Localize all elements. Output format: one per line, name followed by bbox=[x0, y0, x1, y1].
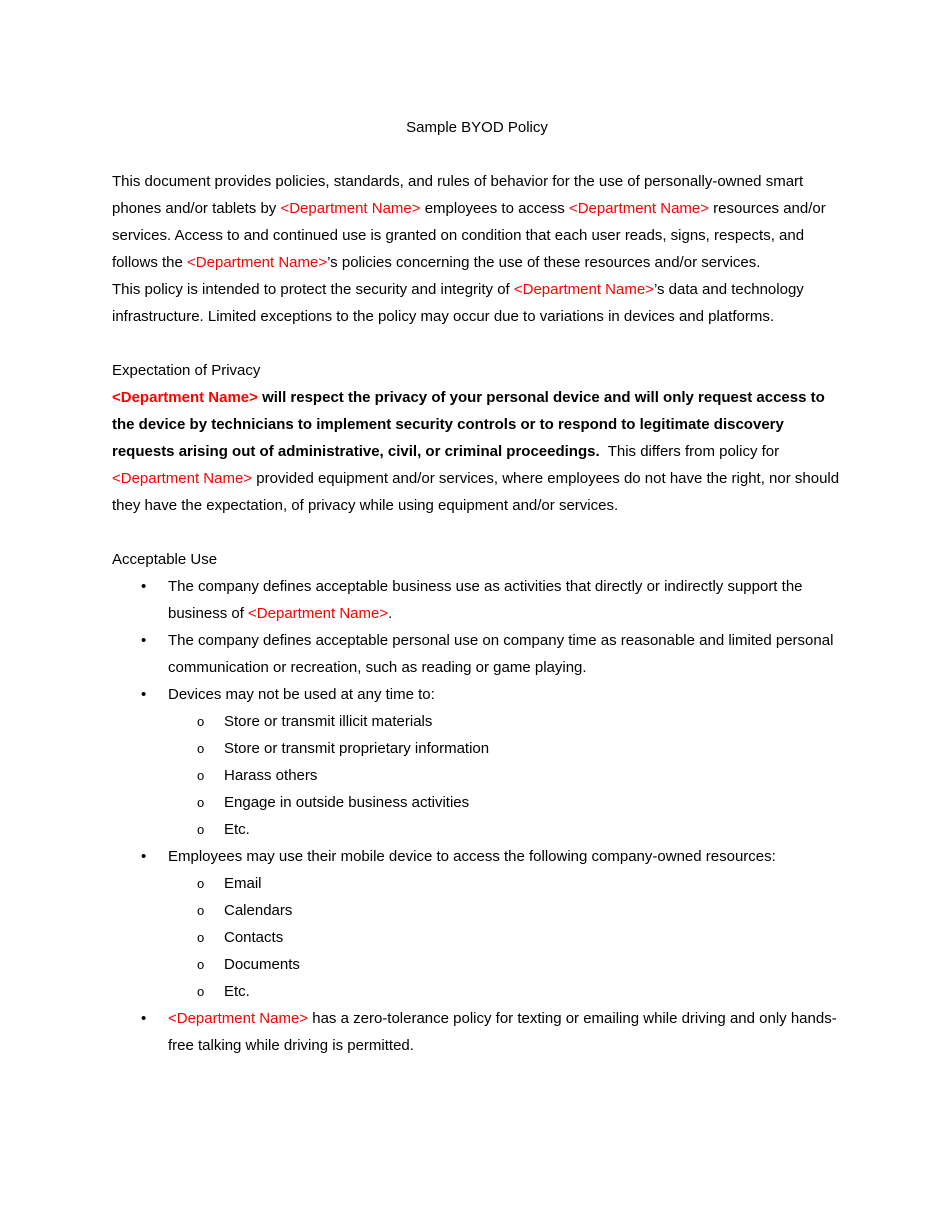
document-title: Sample BYOD Policy bbox=[406, 119, 548, 136]
department-placeholder: <Department Name> bbox=[513, 281, 654, 298]
sub-list-item-text: Store or transmit proprietary information bbox=[224, 740, 490, 757]
department-placeholder: <Department Name> bbox=[112, 389, 258, 406]
purpose-text: ’s data and technology infrastructure. Limited exceptions to the policy may occur due to variations in devices and platforms. bbox=[112, 281, 804, 325]
list-item bbox=[112, 573, 842, 627]
bullet-icon: • bbox=[141, 848, 147, 865]
list-item-text: Devices may not be used at any time to: bbox=[168, 686, 435, 703]
sub-list-item bbox=[168, 870, 842, 897]
list-item bbox=[112, 1005, 842, 1059]
department-placeholder: <Department Name> bbox=[280, 200, 421, 217]
sub-list-item bbox=[168, 735, 842, 762]
prohibited-uses-list bbox=[168, 708, 842, 843]
acceptable-use-list bbox=[112, 573, 842, 1059]
sub-list-item bbox=[168, 708, 842, 735]
sub-list-item-text: Store or transmit illicit materials bbox=[224, 713, 433, 730]
list-item-text: . bbox=[388, 605, 393, 622]
circle-bullet-icon: o bbox=[197, 822, 205, 837]
privacy-heading: Expectation of Privacy bbox=[112, 362, 261, 379]
sub-list-item bbox=[168, 924, 842, 951]
list-item-text: has a zero-tolerance policy for texting or emailing while driving and only hands-free talking while driving is permitted. bbox=[168, 1010, 837, 1054]
sub-list-item bbox=[168, 978, 842, 1005]
intro-paragraph bbox=[112, 168, 842, 276]
list-item bbox=[112, 681, 842, 843]
intro-text: This document provides policies, standards, and rules of behavior for the use of personally-owned smart phones and/or tablets by bbox=[112, 173, 804, 217]
bullet-icon: • bbox=[141, 1010, 147, 1027]
sub-list-item bbox=[168, 762, 842, 789]
circle-bullet-icon: o bbox=[197, 903, 205, 918]
sub-list-item bbox=[168, 789, 842, 816]
department-placeholder: <Department Name> bbox=[168, 1010, 309, 1027]
circle-bullet-icon: o bbox=[197, 768, 205, 783]
bullet-icon: • bbox=[141, 686, 147, 703]
privacy-text: This differs from policy for bbox=[599, 443, 784, 460]
department-placeholder: <Department Name> bbox=[248, 605, 389, 622]
purpose-text: This policy is intended to protect the security and integrity of bbox=[112, 281, 514, 298]
privacy-text: provided equipment and/or services, where employees do not have the right, nor should they have the expectation, of privacy while using equipment and/or services. bbox=[112, 470, 840, 514]
privacy-bold-text: will respect the privacy of your personal device and will only request access to the device by technicians to implement security controls or to respond to legitimate discovery requests arising out of administrative, civil, or criminal proceedings. bbox=[112, 389, 825, 460]
sub-list-item-text: Harass others bbox=[224, 767, 318, 784]
circle-bullet-icon: o bbox=[197, 984, 205, 999]
sub-list-item-text: Contacts bbox=[224, 929, 284, 946]
bullet-icon: • bbox=[141, 578, 147, 595]
department-placeholder: <Department Name> bbox=[112, 470, 253, 487]
sub-list-item-text: Documents bbox=[224, 956, 300, 973]
resources-list bbox=[168, 870, 842, 1005]
circle-bullet-icon: o bbox=[197, 741, 205, 756]
list-item bbox=[112, 843, 842, 1005]
department-placeholder: <Department Name> bbox=[187, 254, 328, 271]
intro-text: ’s policies concerning the use of these resources and/or services. bbox=[327, 254, 761, 271]
document-body bbox=[112, 114, 842, 1059]
department-placeholder: <Department Name> bbox=[568, 200, 710, 217]
circle-bullet-icon: o bbox=[197, 957, 205, 972]
intro-text: resources and/or services. Access to and continued use is granted on condition that each user reads, signs, respects, and follows the bbox=[112, 200, 826, 271]
sub-list-item bbox=[168, 816, 842, 843]
acceptable-use-heading: Acceptable Use bbox=[112, 551, 218, 568]
sub-list-item-text: Calendars bbox=[224, 902, 293, 919]
sub-list-item-text: Etc. bbox=[224, 983, 250, 1000]
sub-list-item bbox=[168, 951, 842, 978]
circle-bullet-icon: o bbox=[197, 714, 205, 729]
sub-list-item-text: Email bbox=[224, 875, 262, 892]
intro-text: employees to access bbox=[420, 200, 569, 217]
circle-bullet-icon: o bbox=[197, 930, 205, 945]
list-item bbox=[112, 627, 842, 681]
purpose-paragraph bbox=[112, 276, 842, 330]
circle-bullet-icon: o bbox=[197, 795, 205, 810]
sub-list-item-text: Engage in outside business activities bbox=[224, 794, 470, 811]
bullet-icon: • bbox=[141, 632, 147, 649]
sub-list-item-text: Etc. bbox=[224, 821, 250, 838]
privacy-paragraph bbox=[112, 384, 842, 519]
list-item-text: The company defines acceptable personal use on company time as reasonable and limited personal communication or recreation, such as reading or game playing. bbox=[168, 632, 834, 676]
list-item-text: The company defines acceptable business use as activities that directly or indirectly support the business of bbox=[168, 578, 803, 622]
circle-bullet-icon: o bbox=[197, 876, 205, 891]
sub-list-item bbox=[168, 897, 842, 924]
list-item-text: Employees may use their mobile device to access the following company-owned resources: bbox=[168, 848, 776, 865]
